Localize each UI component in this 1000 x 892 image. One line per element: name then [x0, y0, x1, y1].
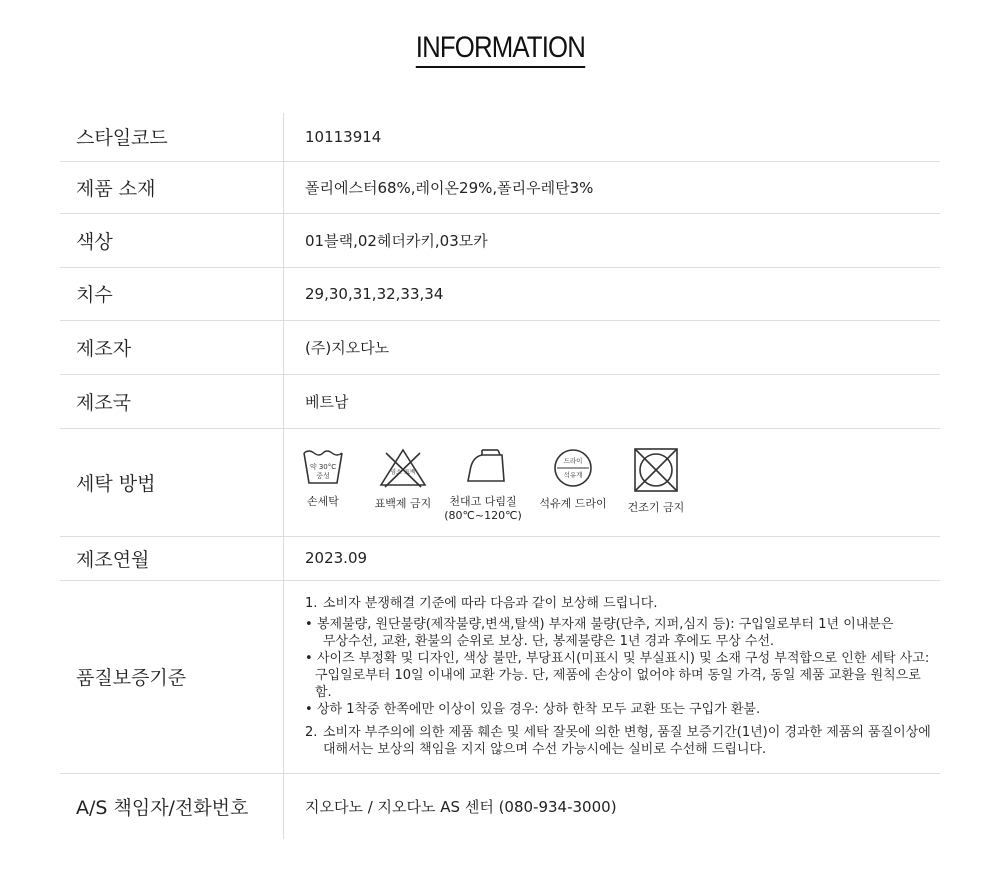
as-value: 지오다노 / 지오다노 AS 센터 (080-934-3000) — [305, 797, 617, 816]
warranty-bullet-1 — [305, 616, 940, 633]
style-code-label: 스타일코드 — [60, 113, 284, 161]
bullet: • — [305, 651, 313, 666]
manufacturer-value: (주)지오다노 — [284, 320, 941, 374]
dry-clean-icon — [552, 447, 594, 489]
hand-wash-temp: 약 30°C — [309, 462, 337, 471]
date-label: 제조연월 — [60, 536, 284, 580]
style-code-value: 10113914 — [284, 113, 941, 161]
bullet-text-cont: 구입일로부터 10일 이내에 교환 가능. 단, 제품에 손상이 없어야 하며 동일 가격, 동일 제품 교환을 원칙으로 함. — [315, 668, 921, 700]
country-label: 제조국 — [60, 374, 284, 428]
color-value: 01블랙,02헤더카키,03모카 — [284, 213, 941, 267]
item-text: 소비자 분쟁해결 기준에 따라 다음과 같이 보상해 드립니다. — [323, 596, 658, 611]
dry-caption: 석유계 드라이 — [539, 496, 607, 510]
iron-temp-caption: (80℃~120℃) — [444, 508, 522, 522]
tumble-caption: 건조기 금지 — [627, 500, 685, 514]
bullet-text: 사이즈 부정확 및 디자인, 색상 불만, 부당표시(미표시 및 부실표시) 및 소재 구성 부적합으로 인한 세탁 사고: — [317, 651, 930, 666]
hand-wash-icon — [302, 447, 344, 487]
iron-icon — [458, 447, 508, 487]
wash-item-hand — [302, 447, 344, 509]
washing-value — [284, 428, 941, 536]
bullet: • — [305, 702, 313, 717]
material-value: 폴리에스터68%,레이온29%,폴리우레탄3% — [284, 161, 941, 213]
table-row — [60, 580, 940, 773]
washing-icons — [305, 443, 940, 522]
table-row — [60, 113, 940, 161]
warranty-bullet-3 — [305, 701, 940, 718]
table-row — [60, 773, 940, 839]
petroleum-label: 석유계 — [563, 470, 583, 479]
title-wrap — [0, 30, 1000, 68]
date-value: 2023.09 — [284, 536, 941, 580]
wash-item-bleach — [373, 447, 433, 511]
manufacturer-label: 제조자 — [60, 320, 284, 374]
warranty-item-2 — [305, 724, 940, 741]
no-bleach-icon — [377, 447, 429, 489]
as-label: A/S 책임자/전화번호 — [60, 773, 284, 839]
bullet: • — [305, 617, 313, 632]
table-row — [60, 161, 940, 213]
bullet-text: 봉제불량, 원단불량(제작불량,변색,탈색) 부자재 불량(단추, 지퍼,심지 등): 구입일로부터 1년 이내분은 — [317, 617, 894, 632]
bleach-chlorine: 염소 — [390, 468, 402, 476]
wash-item-iron — [443, 447, 523, 522]
washing-label: 세탁 방법 — [60, 428, 284, 536]
color-label: 색상 — [60, 213, 284, 267]
bullet-text: 상하 1착중 한쪽에만 이상이 있을 경우: 상하 한착 모두 교환 또는 구입가 환불. — [317, 702, 761, 717]
country-value: 베트남 — [284, 374, 941, 428]
size-label: 치수 — [60, 267, 284, 320]
warranty-value — [284, 580, 941, 773]
item-number: 1. — [305, 596, 318, 611]
iron-caption: 천대고 다림질 — [449, 494, 517, 508]
bullet-text-cont: 무상수선, 교환, 환불의 순위로 보상. 단, 봉제불량은 1년 경과 후에도 무상 수선. — [323, 634, 775, 649]
table-row — [60, 374, 940, 428]
bleach-caption: 표백제 금지 — [374, 496, 432, 510]
bleach-bleach: 표백 — [404, 468, 416, 476]
table-row — [60, 536, 940, 580]
warranty-label: 품질보증기준 — [60, 580, 284, 773]
table-row — [60, 213, 940, 267]
item-text-cont: 대해서는 보상의 책임을 지지 않으며 수선 가능시에는 실비로 수선해 드립니다. — [323, 742, 767, 757]
item-number: 2. — [305, 725, 318, 740]
hand-wash-neutral: 중성 — [316, 471, 330, 480]
table-row — [60, 267, 940, 320]
warranty-bullet-2 — [305, 650, 940, 667]
page-title: INFORMATION — [415, 30, 584, 68]
info-table — [60, 113, 940, 839]
table-row — [60, 428, 940, 536]
warranty-text — [305, 595, 940, 758]
warranty-item-1 — [305, 595, 940, 612]
size-value: 29,30,31,32,33,34 — [284, 267, 941, 320]
dry-label: 드라이 — [563, 456, 583, 465]
wash-item-tumble — [626, 447, 686, 515]
material-label: 제품 소재 — [60, 161, 284, 213]
no-tumble-dry-icon — [633, 447, 679, 493]
item-text: 소비자 부주의에 의한 제품 훼손 및 세탁 잘못에 의한 변형, 품질 보증기간(1년)이 경과한 제품의 품질이상에 — [323, 725, 931, 740]
table-row — [60, 320, 940, 374]
wash-item-dry — [538, 447, 608, 511]
hand-wash-caption: 손세탁 — [307, 494, 339, 508]
